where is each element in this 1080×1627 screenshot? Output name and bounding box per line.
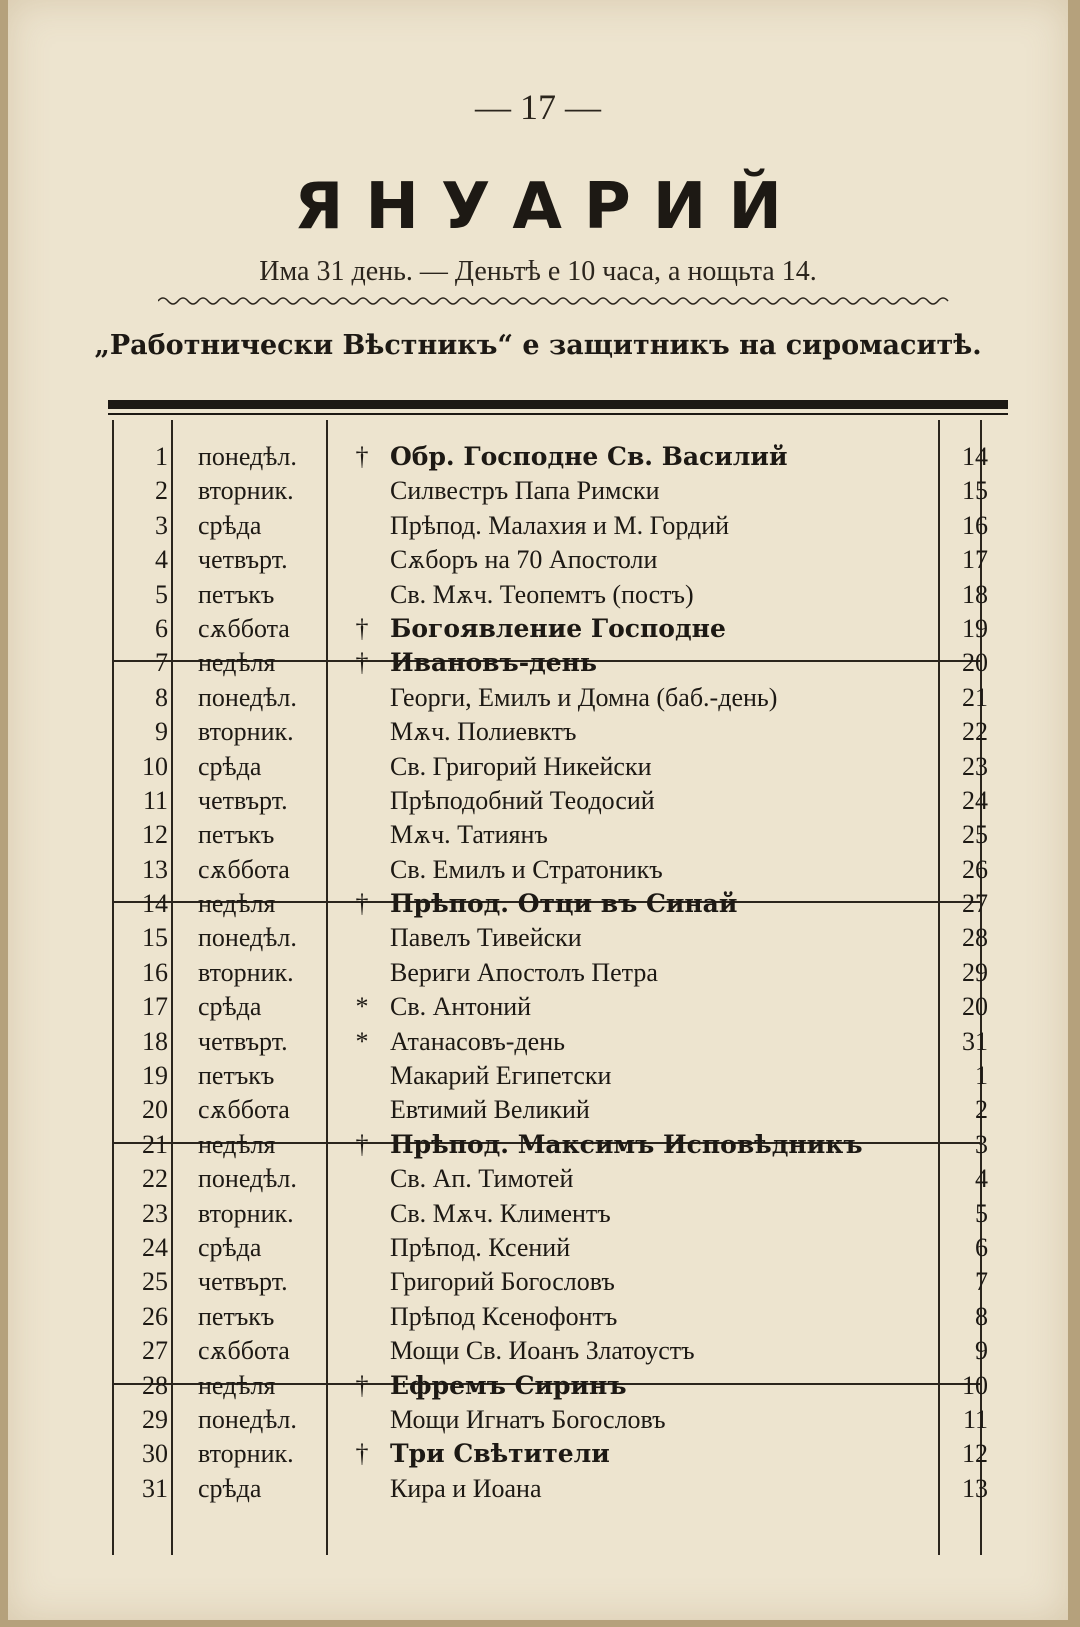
weekday: недѣля <box>198 648 276 678</box>
saint-name: Три Свѣтители <box>390 1439 610 1469</box>
saint-name: Сѫборъ на 70 Апостоли <box>390 545 658 575</box>
calendar-row <box>118 646 1008 680</box>
calendar-row <box>118 1300 1008 1334</box>
saint-name: Кира и Иоана <box>390 1473 542 1503</box>
feast-mark: † <box>355 613 369 643</box>
day-number: 25 <box>142 1267 168 1297</box>
calendar-row <box>118 1231 1008 1265</box>
day-number: 13 <box>142 854 168 884</box>
weekday: вторник. <box>198 476 294 506</box>
weekday: вторник. <box>198 957 294 987</box>
calendar-row <box>118 612 1008 646</box>
calendar-row <box>118 1472 1008 1506</box>
old-style-date: 27 <box>962 889 988 919</box>
saint-name: Ефремъ Сиринъ <box>390 1370 627 1400</box>
saint-name: Ивановъ-день <box>390 648 597 678</box>
day-number: 12 <box>142 820 168 850</box>
old-style-date: 21 <box>962 682 988 712</box>
weekday: срѣда <box>198 510 262 540</box>
old-style-date: 14 <box>962 442 988 471</box>
saint-name: Силвестръ Папа Римски <box>390 476 660 506</box>
calendar-table <box>118 440 1008 1506</box>
weekday: понедѣл. <box>198 923 297 953</box>
weekday: сѫббота <box>198 1336 290 1366</box>
old-style-date: 12 <box>962 1439 988 1469</box>
old-style-date: 11 <box>962 1404 988 1434</box>
saint-name: Св. Антоний <box>390 992 532 1022</box>
old-style-date: 20 <box>962 648 988 678</box>
calendar-row <box>118 956 1008 990</box>
old-style-date: 28 <box>962 923 988 953</box>
saint-name: Мощи Игнатъ Богословъ <box>390 1404 666 1434</box>
feast-mark: † <box>355 442 369 471</box>
calendar-row <box>118 1162 1008 1196</box>
weekday: петъкъ <box>198 579 275 609</box>
calendar-row <box>118 474 1008 508</box>
feast-mark: † <box>355 648 369 678</box>
weekday: понедѣл. <box>198 442 297 471</box>
day-number: 14 <box>142 889 168 919</box>
feast-mark: † <box>355 1370 369 1400</box>
old-style-date: 25 <box>962 820 988 850</box>
old-style-date: 9 <box>975 1336 988 1366</box>
day-number: 9 <box>155 717 168 747</box>
calendar-row <box>118 1369 1008 1403</box>
weekday: срѣда <box>198 751 262 781</box>
old-style-date: 19 <box>962 613 988 643</box>
day-number: 4 <box>155 545 168 575</box>
weekday: понедѣл. <box>198 1164 297 1194</box>
day-number: 21 <box>142 1129 168 1159</box>
calendar-row <box>118 543 1008 577</box>
weekday: петъкъ <box>198 820 275 850</box>
saint-name: Прѣпод. Малахия и М. Гордий <box>390 510 730 540</box>
old-style-date: 2 <box>975 1095 988 1125</box>
old-style-date: 23 <box>962 751 988 781</box>
calendar-row <box>118 887 1008 921</box>
feast-mark: † <box>355 889 369 919</box>
calendar-row <box>118 715 1008 749</box>
header-rule-thin <box>108 413 1008 415</box>
calendar-row <box>118 681 1008 715</box>
calendar-row <box>118 750 1008 784</box>
weekday: сѫббота <box>198 854 290 884</box>
saint-name: Григорий Богословъ <box>390 1267 615 1297</box>
day-number: 18 <box>142 1026 168 1056</box>
weekday: срѣда <box>198 1473 262 1503</box>
calendar-row <box>118 1265 1008 1299</box>
day-number: 3 <box>155 510 168 540</box>
old-style-date: 4 <box>975 1164 988 1194</box>
saint-name: Св. Емилъ и Стратоникъ <box>390 854 663 884</box>
weekday: петъкъ <box>198 1061 275 1091</box>
day-number: 7 <box>155 648 168 678</box>
old-style-date: 15 <box>962 476 988 506</box>
calendar-row <box>118 440 1008 474</box>
day-number: 29 <box>142 1404 168 1434</box>
old-style-date: 6 <box>975 1232 988 1262</box>
old-style-date: 13 <box>962 1473 988 1503</box>
weekday: понедѣл. <box>198 1404 297 1434</box>
saint-name: Мощи Св. Иоанъ Златоустъ <box>390 1336 695 1366</box>
day-number: 17 <box>142 992 168 1022</box>
calendar-row <box>118 1059 1008 1093</box>
saint-name: Мѫч. Полиевктъ <box>390 717 577 747</box>
weekday: четвърт. <box>198 785 288 815</box>
saint-name: Вериги Апостолъ Петра <box>390 957 658 987</box>
calendar-page <box>8 0 1068 1620</box>
old-style-date: 20 <box>962 992 988 1022</box>
saint-name: Прѣпод. Отци въ Синай <box>390 889 738 919</box>
day-number: 11 <box>142 785 168 815</box>
old-style-date: 10 <box>962 1370 988 1400</box>
day-number: 1 <box>155 442 168 471</box>
old-style-date: 3 <box>975 1129 988 1159</box>
old-style-date: 8 <box>975 1301 988 1331</box>
day-number: 26 <box>142 1301 168 1331</box>
weekday: вторник. <box>198 717 294 747</box>
old-style-date: 1 <box>975 1061 988 1091</box>
day-number: 16 <box>142 957 168 987</box>
weekday: недѣля <box>198 1129 276 1159</box>
day-number: 8 <box>155 682 168 712</box>
weekday: срѣда <box>198 992 262 1022</box>
day-number: 27 <box>142 1336 168 1366</box>
weekday: срѣда <box>198 1232 262 1262</box>
weekday: понедѣл. <box>198 682 297 712</box>
day-number: 30 <box>142 1439 168 1469</box>
saint-name: Св. Мѫч. Климентъ <box>390 1198 611 1228</box>
weekday: вторник. <box>198 1198 294 1228</box>
saint-name: Богоявление Господне <box>390 613 726 643</box>
day-number: 31 <box>142 1473 168 1503</box>
calendar-row <box>118 1403 1008 1437</box>
old-style-date: 5 <box>975 1198 988 1228</box>
weekday: четвърт. <box>198 1267 288 1297</box>
weekday: вторник. <box>198 1439 294 1469</box>
day-number: 28 <box>142 1370 168 1400</box>
old-style-date: 26 <box>962 854 988 884</box>
weekday: недѣля <box>198 889 276 919</box>
calendar-row <box>118 509 1008 543</box>
saint-name: Прѣпод Ксенофонтъ <box>390 1301 618 1331</box>
calendar-row <box>118 1093 1008 1127</box>
day-number: 10 <box>142 751 168 781</box>
saint-name: Евтимий Великий <box>390 1095 590 1125</box>
feast-mark: † <box>355 1439 369 1469</box>
weekday: четвърт. <box>198 545 288 575</box>
saint-name: Мѫч. Татиянъ <box>390 820 548 850</box>
weekday: сѫббота <box>198 613 290 643</box>
old-style-date: 29 <box>962 957 988 987</box>
saint-name: Георги, Емилъ и Домна (баб.-день) <box>390 682 778 712</box>
saint-name: Макарий Египетски <box>390 1061 612 1091</box>
day-number: 19 <box>142 1061 168 1091</box>
calendar-row <box>118 1437 1008 1471</box>
feast-mark: * <box>355 992 369 1022</box>
feast-mark: † <box>355 1129 369 1159</box>
calendar-row <box>118 990 1008 1024</box>
calendar-row <box>118 578 1008 612</box>
old-style-date: 7 <box>975 1267 988 1297</box>
saint-name: Павелъ Тивейски <box>390 923 582 953</box>
day-number: 20 <box>142 1095 168 1125</box>
day-number: 5 <box>155 579 168 609</box>
day-number: 22 <box>142 1164 168 1194</box>
calendar-row <box>118 1025 1008 1059</box>
old-style-date: 17 <box>962 545 988 575</box>
calendar-row <box>118 1197 1008 1231</box>
day-number: 15 <box>142 923 168 953</box>
day-number: 24 <box>142 1232 168 1262</box>
weekday: петъкъ <box>198 1301 275 1331</box>
calendar-row <box>118 853 1008 887</box>
saint-name: Св. Ап. Тимотей <box>390 1164 574 1194</box>
calendar-row <box>118 1128 1008 1162</box>
weekday: сѫббота <box>198 1095 290 1125</box>
decorative-wave-divider <box>158 293 953 309</box>
old-style-date: 18 <box>962 579 988 609</box>
day-number: 6 <box>155 613 168 643</box>
saint-name: Прѣпод. Ксений <box>390 1232 571 1262</box>
old-style-date: 22 <box>962 717 988 747</box>
day-number: 23 <box>142 1198 168 1228</box>
saint-name: Св. Григорий Никейски <box>390 751 652 781</box>
page-number: — 17 — <box>475 87 601 127</box>
feast-mark: * <box>355 1026 369 1056</box>
calendar-row <box>118 818 1008 852</box>
saint-name: Св. Мѫч. Теопемтъ (постъ) <box>390 579 694 609</box>
old-style-date: 16 <box>962 510 988 540</box>
old-style-date: 31 <box>962 1026 988 1056</box>
calendar-row <box>118 1334 1008 1368</box>
day-number: 2 <box>155 476 168 506</box>
calendar-row <box>118 784 1008 818</box>
old-style-date: 24 <box>962 785 988 815</box>
saint-name: Обр. Господне Св. Василий <box>390 442 788 471</box>
saint-name: Атанасовъ-день <box>390 1026 565 1056</box>
calendar-row <box>118 921 1008 955</box>
header-rule-thick <box>108 400 1008 409</box>
motto: „Работнически Вѣстникъ“ е защитникъ на сиромаситѣ. <box>94 330 982 361</box>
saint-name: Прѣпод. Максимъ Исповѣдникъ <box>390 1129 863 1159</box>
weekday: четвърт. <box>198 1026 288 1056</box>
month-title: ЯНУАРИЙ <box>294 170 804 244</box>
saint-name: Прѣподобний Теодосий <box>390 785 655 815</box>
weekday: недѣля <box>198 1370 276 1400</box>
month-subtitle: Има 31 день. — Деньтѣ е 10 часа, а нощьта 14. <box>259 256 817 287</box>
